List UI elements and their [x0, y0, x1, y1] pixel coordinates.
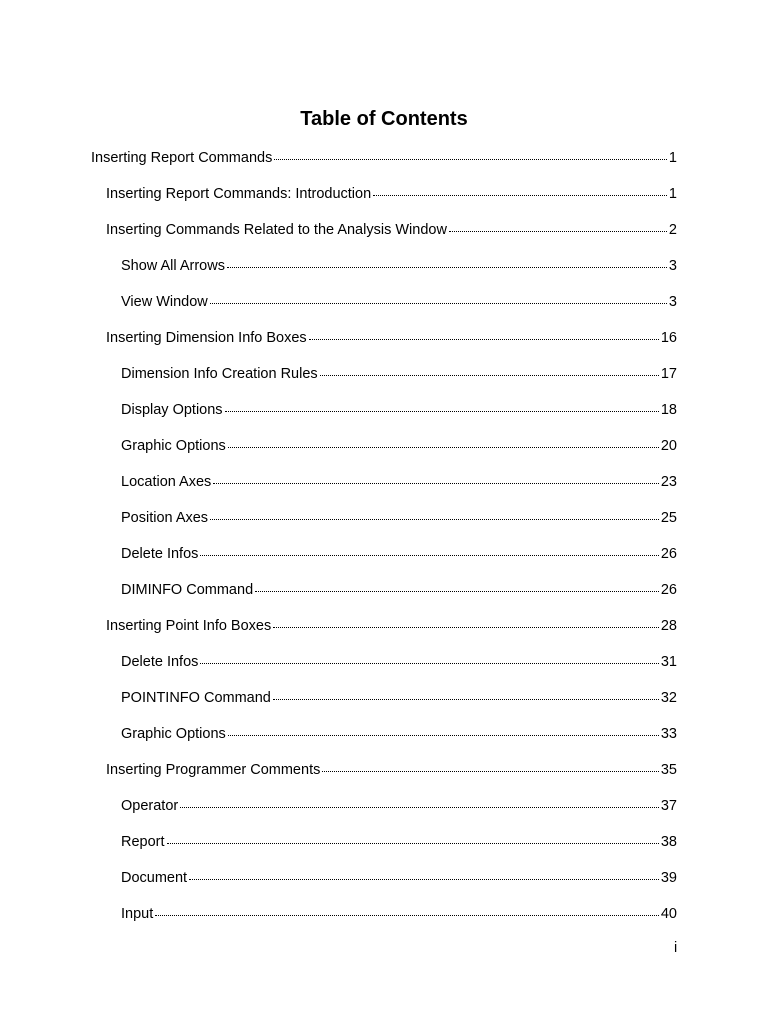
toc-entry-page: 26: [660, 582, 677, 598]
toc-dot-leader: [309, 338, 659, 340]
toc-entry-title: Dimension Info Creation Rules: [121, 366, 318, 382]
toc-entry-title: Inserting Commands Related to the Analysis Window: [106, 222, 447, 238]
toc-entry-page: 3: [668, 294, 677, 310]
toc-entry[interactable]: [121, 256, 677, 276]
toc-entry-page: 20: [660, 438, 677, 454]
toc-dot-leader: [210, 518, 659, 520]
toc-entry[interactable]: [121, 472, 677, 492]
toc-entry[interactable]: [121, 724, 677, 744]
toc-entry-title: POINTINFO Command: [121, 690, 271, 706]
toc-entry[interactable]: [121, 796, 677, 816]
toc-entry-title: Display Options: [121, 402, 223, 418]
toc-dot-leader: [167, 842, 659, 844]
toc-entry-title: Delete Infos: [121, 654, 199, 670]
toc-entry[interactable]: [121, 436, 677, 456]
toc-entry-page: 28: [660, 618, 677, 634]
toc-entry-page: 38: [660, 834, 677, 850]
toc-entry-title: Inserting Point Info Boxes: [106, 618, 272, 634]
toc-entry-page: 16: [660, 330, 677, 346]
toc-entry[interactable]: [121, 688, 677, 708]
toc-entry[interactable]: [121, 508, 677, 528]
toc-dot-leader: [274, 158, 667, 160]
toc-dot-leader: [155, 914, 659, 916]
toc-entry-title: Inserting Report Commands: [91, 150, 273, 166]
toc-entry-title: DIMINFO Command: [121, 582, 254, 598]
toc-dot-leader: [273, 626, 659, 628]
toc-entry-title: Delete Infos: [121, 546, 199, 562]
toc-entry-page: 40: [660, 906, 677, 922]
toc-dot-leader: [228, 734, 659, 736]
toc-entry-title: Graphic Options: [121, 726, 226, 742]
toc-entry[interactable]: [121, 832, 677, 852]
toc-entry[interactable]: [106, 616, 677, 636]
toc-entry-page: 1: [668, 186, 677, 202]
toc-entry[interactable]: [106, 760, 677, 780]
toc-entry-title: Position Axes: [121, 510, 209, 526]
toc-entry[interactable]: [121, 364, 677, 384]
toc-entry[interactable]: [106, 184, 677, 204]
toc-dot-leader: [189, 878, 659, 880]
toc-entry-page: 23: [660, 474, 677, 490]
page-number: i: [674, 940, 678, 956]
toc-entry-title: Graphic Options: [121, 438, 226, 454]
toc-dot-leader: [210, 302, 667, 304]
toc-entry-title: Location Axes: [121, 474, 212, 490]
toc-entry[interactable]: [121, 580, 677, 600]
toc-dot-leader: [225, 410, 659, 412]
toc-entry-page: 37: [660, 798, 677, 814]
toc-entry-page: 26: [660, 546, 677, 562]
toc-dot-leader: [320, 374, 659, 376]
toc-entry-title: Inserting Dimension Info Boxes: [106, 330, 307, 346]
toc-entry-page: 25: [660, 510, 677, 526]
toc-entry-title: Report: [121, 834, 165, 850]
toc-entry-page: 33: [660, 726, 677, 742]
toc-entry-title: Operator: [121, 798, 179, 814]
toc-entry[interactable]: [121, 652, 677, 672]
toc-entry[interactable]: [121, 868, 677, 888]
toc-dot-leader: [228, 446, 659, 448]
toc-entry-title: Input: [121, 906, 154, 922]
toc-entry[interactable]: [106, 220, 677, 240]
toc-entry[interactable]: [121, 400, 677, 420]
toc-dot-leader: [449, 230, 667, 232]
toc-dot-leader: [213, 482, 659, 484]
toc-entry[interactable]: [91, 148, 677, 168]
toc-entry-page: 39: [660, 870, 677, 886]
toc-entry-title: View Window: [121, 294, 208, 310]
toc-entry-page: 17: [660, 366, 677, 382]
toc-entry-page: 3: [668, 258, 677, 274]
toc-entry[interactable]: [121, 292, 677, 312]
toc-entry-title: Document: [121, 870, 188, 886]
toc-dot-leader: [200, 554, 658, 556]
toc-entry-page: 1: [668, 150, 677, 166]
toc-entry-page: 18: [660, 402, 677, 418]
toc-entry-page: 35: [660, 762, 677, 778]
toc-entry-title: Inserting Report Commands: Introduction: [106, 186, 372, 202]
toc-entry-title: Inserting Programmer Comments: [106, 762, 321, 778]
toc-dot-leader: [322, 770, 659, 772]
toc-dot-leader: [255, 590, 659, 592]
page-title: Table of Contents: [300, 108, 468, 130]
toc-dot-leader: [180, 806, 659, 808]
toc-dot-leader: [273, 698, 659, 700]
toc-entry-page: 2: [668, 222, 677, 238]
toc-entry[interactable]: [106, 328, 677, 348]
toc-entry[interactable]: [121, 904, 677, 924]
toc-entry-page: 31: [660, 654, 677, 670]
toc-dot-leader: [373, 194, 667, 196]
toc-entry-title: Show All Arrows: [121, 258, 225, 274]
toc-entry-page: 32: [660, 690, 677, 706]
toc-entry[interactable]: [121, 544, 677, 564]
toc-dot-leader: [200, 662, 658, 664]
toc-dot-leader: [227, 266, 667, 268]
